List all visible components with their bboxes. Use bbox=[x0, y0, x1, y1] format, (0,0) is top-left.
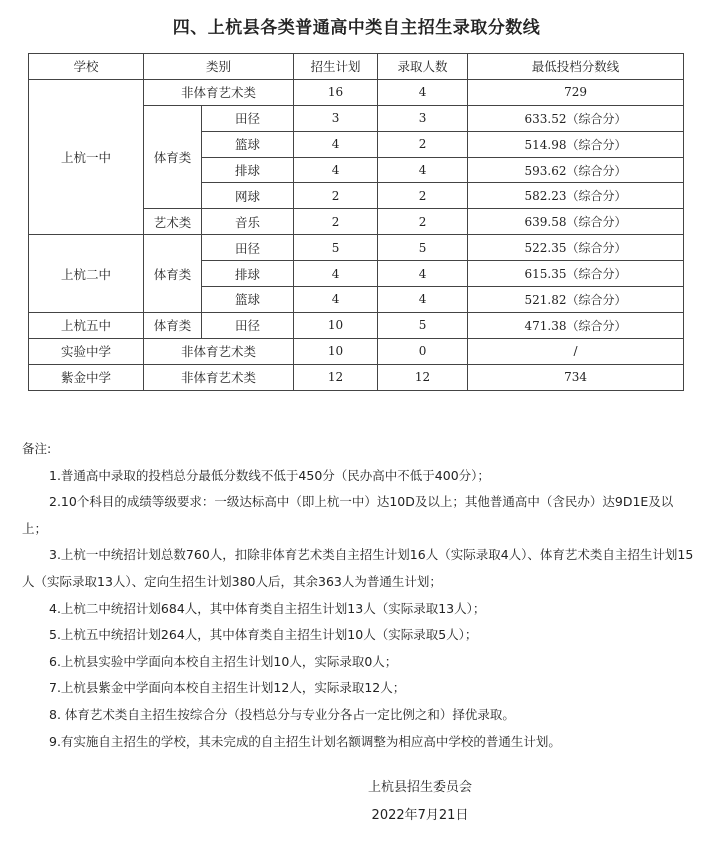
table-row bbox=[29, 364, 684, 390]
score-cell: 639.58（综合分） bbox=[468, 209, 684, 235]
plan-cell: 5 bbox=[294, 235, 378, 261]
note-item: 2.10个科目的成绩等级要求：一级达标高中（即上杭一中）达10D及以上；其他普通高中（含民办）达9D1E及以上； bbox=[22, 494, 674, 536]
score-cell: 593.62（综合分） bbox=[468, 157, 684, 183]
note-item: 9.有实施自主招生的学校，其未完成的自主招生计划名额调整为相应高中学校的普通生计划。 bbox=[49, 733, 561, 749]
score-cell: 734 bbox=[468, 364, 684, 390]
category-cell: 非体育艺术类 bbox=[144, 338, 294, 364]
category-cell: 非体育艺术类 bbox=[144, 79, 294, 105]
plan-cell: 4 bbox=[294, 287, 378, 313]
score-cell: 729 bbox=[468, 79, 684, 105]
admitted-cell: 4 bbox=[378, 157, 468, 183]
header-admitted: 录取人数 bbox=[378, 54, 468, 80]
note-item: 7.上杭县紫金中学面向本校自主招生计划12人，实际录取12人； bbox=[49, 680, 406, 696]
note-item: 5.上杭五中统招计划264人，其中体育类自主招生计划10人（实际录取5人）； bbox=[49, 627, 478, 643]
note-item: 3.上杭一中统招计划总数760人，扣除非体育艺术类自主招生计划16人（实际录取4人）、体育艺术类自主招生计划15人（实际录取13人）、定向生招生计划380人后，其余363人为普通生计划； bbox=[22, 547, 694, 589]
admitted-cell: 2 bbox=[378, 131, 468, 157]
score-cell: 633.52（综合分） bbox=[468, 105, 684, 131]
plan-cell: 10 bbox=[294, 338, 378, 364]
table-row bbox=[29, 312, 684, 338]
admission-score-table bbox=[28, 53, 684, 391]
subcategory-cell: 篮球 bbox=[202, 287, 294, 313]
header-plan: 招生计划 bbox=[294, 54, 378, 80]
subcategory-cell: 排球 bbox=[202, 261, 294, 287]
category-cell: 体育类 bbox=[144, 235, 202, 313]
note-item: 8. 体育艺术类自主招生按综合分（投档总分与专业分各占一定比例之和）择优录取。 bbox=[49, 706, 515, 722]
category-cell: 非体育艺术类 bbox=[144, 364, 294, 390]
table-row bbox=[29, 79, 684, 105]
category-cell: 体育类 bbox=[144, 312, 202, 338]
admitted-cell: 3 bbox=[378, 105, 468, 131]
score-cell: 582.23（综合分） bbox=[468, 183, 684, 209]
score-cell: / bbox=[468, 338, 684, 364]
subcategory-cell: 篮球 bbox=[202, 131, 294, 157]
subcategory-cell: 田径 bbox=[202, 312, 294, 338]
score-cell: 522.35（综合分） bbox=[468, 235, 684, 261]
school-cell: 上杭一中 bbox=[29, 79, 144, 234]
note-item: 4.上杭二中统招计划684人，其中体育类自主招生计划13人（实际录取13人）； bbox=[49, 600, 486, 616]
score-cell: 471.38（综合分） bbox=[468, 312, 684, 338]
plan-cell: 12 bbox=[294, 364, 378, 390]
subcategory-cell: 排球 bbox=[202, 157, 294, 183]
score-cell: 521.82（综合分） bbox=[468, 287, 684, 313]
header-school: 学校 bbox=[29, 54, 144, 80]
table-row bbox=[29, 235, 684, 261]
admitted-cell: 12 bbox=[378, 364, 468, 390]
admitted-cell: 0 bbox=[378, 338, 468, 364]
note-item: 6.上杭县实验中学面向本校自主招生计划10人，实际录取0人； bbox=[49, 653, 398, 669]
admitted-cell: 4 bbox=[378, 79, 468, 105]
admitted-cell: 2 bbox=[378, 183, 468, 209]
notes-heading: 备注: bbox=[22, 441, 52, 456]
signature-org: 上杭县招生委员会 bbox=[367, 780, 472, 795]
table-row bbox=[29, 338, 684, 364]
score-cell: 514.98（综合分） bbox=[468, 131, 684, 157]
school-cell: 上杭二中 bbox=[29, 235, 144, 313]
header-min-score: 最低投档分数线 bbox=[468, 54, 684, 80]
category-cell: 体育类 bbox=[144, 105, 202, 209]
score-cell: 615.35（综合分） bbox=[468, 261, 684, 287]
plan-cell: 4 bbox=[294, 131, 378, 157]
admitted-cell: 5 bbox=[378, 235, 468, 261]
document-title: 四、上杭县各类普通高中类自主招生录取分数线 bbox=[172, 18, 541, 38]
signature-date: 2022年7月21日 bbox=[371, 808, 469, 823]
school-cell: 紫金中学 bbox=[29, 364, 144, 390]
plan-cell: 4 bbox=[294, 157, 378, 183]
note-item: 1.普通高中录取的投档总分最低分数线不低于450分（民办高中不低于400分）； bbox=[49, 467, 490, 483]
subcategory-cell: 网球 bbox=[202, 183, 294, 209]
table-header-row bbox=[29, 54, 684, 80]
header-category: 类别 bbox=[144, 54, 294, 80]
subcategory-cell: 田径 bbox=[202, 105, 294, 131]
school-cell: 上杭五中 bbox=[29, 312, 144, 338]
plan-cell: 2 bbox=[294, 209, 378, 235]
plan-cell: 3 bbox=[294, 105, 378, 131]
plan-cell: 4 bbox=[294, 261, 378, 287]
subcategory-cell: 田径 bbox=[202, 235, 294, 261]
admitted-cell: 2 bbox=[378, 209, 468, 235]
notes-section bbox=[22, 436, 694, 755]
category-cell: 艺术类 bbox=[144, 209, 202, 235]
plan-cell: 16 bbox=[294, 79, 378, 105]
admitted-cell: 5 bbox=[378, 312, 468, 338]
admitted-cell: 4 bbox=[378, 287, 468, 313]
school-cell: 实验中学 bbox=[29, 338, 144, 364]
subcategory-cell: 音乐 bbox=[202, 209, 294, 235]
plan-cell: 10 bbox=[294, 312, 378, 338]
admitted-cell: 4 bbox=[378, 261, 468, 287]
plan-cell: 2 bbox=[294, 183, 378, 209]
